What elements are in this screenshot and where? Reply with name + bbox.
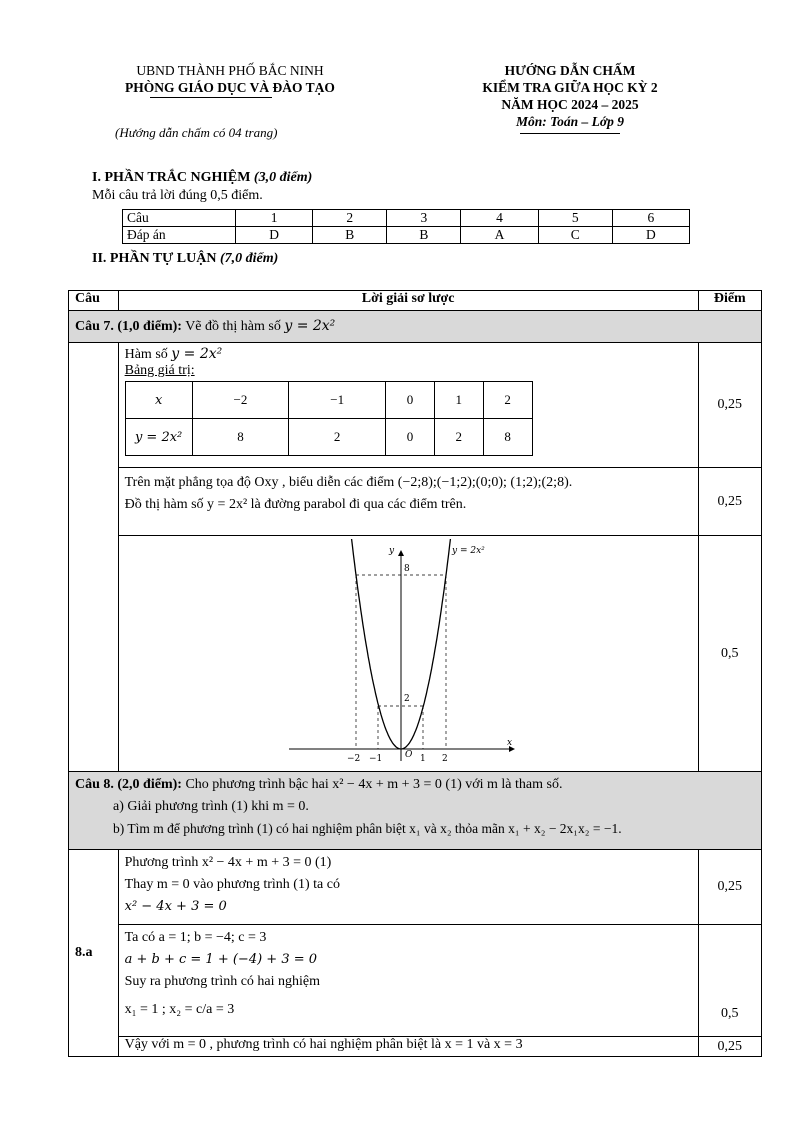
header-left-line1: UBND THÀNH PHỐ BẮC NINH — [136, 63, 324, 78]
q7-para2-line2: Đồ thị hàm số y = 2x² là đường parabol đi qua các điểm trên. — [124, 497, 467, 512]
q8a-block3: Vậy với m = 0 , phương trình có hai nghiệm phân biệt là x = 1 và x = 3 — [118, 1037, 698, 1057]
header-right-underline — [520, 133, 620, 134]
y-tick-8: 8 — [403, 563, 410, 574]
part2-points: (7,0 điểm) — [219, 251, 279, 266]
vt-y4: 2 — [434, 419, 483, 456]
part1-points: (3,0 điểm) — [253, 170, 313, 185]
solution-table — [68, 290, 762, 1057]
vt-y5: 8 — [483, 419, 532, 456]
q7-row1 — [69, 343, 762, 468]
q8a-block1-l1: Phương trình x² − 4x + m + 3 = 0 (1) — [124, 855, 332, 870]
mc-answer-table — [122, 209, 690, 244]
x-axis-label: x — [506, 737, 512, 748]
vt-x5: 2 — [483, 382, 532, 419]
header-right-line2: KIỂM TRA GIỮA HỌC KỲ 2 — [482, 80, 658, 95]
q8a-row1 — [69, 850, 762, 925]
vt-y-label: y = 2x² — [125, 419, 192, 456]
x-tick-m1: −1 — [368, 753, 382, 764]
q7-head-bold: Câu 7. (1,0 điểm): — [75, 319, 182, 334]
q7-para2 — [118, 468, 698, 536]
part1-title — [92, 170, 312, 186]
q7-score3: 0,5 — [698, 536, 761, 772]
q8-head-row — [69, 772, 762, 850]
q7-score2: 0,25 — [698, 468, 761, 536]
q8-part-a: a) Giải phương trình (1) khi m = 0. — [113, 799, 309, 814]
mc-q2: 2 — [313, 210, 387, 227]
part1-title-text: I. PHẦN TRẮC NGHIỆM — [92, 170, 251, 185]
q8a-label: 8.a — [69, 850, 119, 1057]
q8-head-text: Cho phương trình bậc hai x² − 4x + m + 3 = 0 (1) với m là tham số. — [185, 777, 563, 792]
vt-x-label: x — [125, 382, 192, 419]
part2-title — [92, 251, 278, 267]
mc-q6: 6 — [612, 210, 689, 227]
curve-label: y = 2x² — [451, 545, 485, 556]
q8a-score3: 0,25 — [698, 1037, 761, 1057]
vt-y3: 0 — [386, 419, 435, 456]
q8a-block2-l3: Suy ra phương trình có hai nghiệm — [124, 974, 321, 989]
q7-score1: 0,25 — [698, 343, 761, 468]
solution-header-row — [69, 291, 762, 311]
parabol-graph — [119, 539, 697, 769]
mc-q1: 1 — [236, 210, 313, 227]
q8a-score2: 0,5 — [698, 925, 761, 1037]
q8-head — [69, 772, 762, 850]
q7-row2 — [69, 468, 762, 536]
x-tick-m2: −2 — [346, 753, 360, 764]
part2-title-text: II. PHẦN TỰ LUẬN — [92, 251, 217, 266]
mc-label-dapan: Đáp án — [123, 227, 236, 244]
y-axis-label: y — [388, 545, 394, 556]
mc-q3: 3 — [387, 210, 461, 227]
q7-graph-cell — [118, 536, 698, 772]
q7-head-formula: y = 2x² — [284, 318, 336, 334]
q8a-row3 — [69, 1037, 762, 1057]
col-cau: Câu — [69, 291, 119, 311]
mc-row-answers — [123, 227, 690, 244]
q7-row3 — [69, 536, 762, 772]
q7-table-cell — [118, 343, 698, 468]
mc-label-cau: Câu — [123, 210, 236, 227]
mc-row-questions — [123, 210, 690, 227]
origin-label: O — [404, 749, 412, 760]
q7-line1 — [125, 346, 692, 363]
vt-y1: 8 — [192, 419, 289, 456]
mc-q4: 4 — [461, 210, 538, 227]
q8a-block2-l2: a + b + c = 1 + (−4) + 3 = 0 — [124, 952, 318, 967]
q8a-block1-l3: x² − 4x + 3 = 0 — [124, 899, 227, 914]
mc-q5: 5 — [538, 210, 612, 227]
mc-a4: A — [461, 227, 538, 244]
mc-a6: D — [612, 227, 689, 244]
q7-para2-line1: Trên mặt phẳng tọa độ Oxy , biểu diễn các điểm (−2;8);(−1;2);(0;0); (1;2);(2;8). — [124, 475, 573, 490]
q8-head-bold: Câu 8. (2,0 điểm): — [75, 777, 182, 792]
q7-head-text: Vẽ đồ thị hàm số — [185, 319, 281, 334]
q7-value-row-y — [125, 419, 532, 456]
col-loigiai: Lời giải sơ lược — [118, 291, 698, 311]
q7-line2: Bảng giá trị: — [124, 363, 195, 378]
q7-head-row — [69, 311, 762, 343]
header-left-line2: PHÒNG GIÁO DỤC VÀ ĐÀO TẠO — [125, 80, 335, 95]
q8a-row2 — [69, 925, 762, 1037]
q7-line1-formula: y = 2x² — [171, 346, 223, 362]
vt-x2: −1 — [289, 382, 386, 419]
mc-a5: C — [538, 227, 612, 244]
header-left-underline — [150, 97, 272, 98]
y-tick-2: 2 — [403, 693, 410, 704]
mc-a3: B — [387, 227, 461, 244]
header-right-line1: HƯỚNG DẪN CHẤM — [504, 63, 636, 78]
q8a-block2 — [118, 925, 698, 1037]
vt-x1: −2 — [192, 382, 289, 419]
header-right — [440, 62, 700, 130]
q8-head-line — [75, 774, 755, 796]
q8a-block2-l1: Ta có a = 1; b = −4; c = 3 — [124, 930, 267, 945]
q7-value-table — [125, 381, 533, 456]
mc-a2: B — [313, 227, 387, 244]
header-left — [70, 62, 390, 96]
vt-x4: 1 — [434, 382, 483, 419]
vt-y2: 2 — [289, 419, 386, 456]
q7-value-row-x — [125, 382, 532, 419]
q7-line1-text: Hàm số — [124, 347, 168, 362]
header-left-note: (Hướng dẫn chấm có 04 trang) — [115, 125, 278, 140]
q8a-score1: 0,25 — [698, 850, 761, 925]
mc-a1: D — [236, 227, 313, 244]
q8a-block2-l4: x₁ = 1 ; x₂ = c/a = 3 — [124, 1002, 235, 1017]
q7-label-cell — [69, 343, 119, 772]
col-diem: Điểm — [698, 291, 761, 311]
header-right-line4: Môn: Toán – Lớp 9 — [515, 114, 624, 129]
q7-head — [69, 311, 762, 343]
q8a-block1 — [118, 850, 698, 925]
part1-note: Mỗi câu trả lời đúng 0,5 điểm. — [92, 188, 263, 203]
vt-x3: 0 — [386, 382, 435, 419]
x-tick-1: 1 — [419, 753, 426, 764]
header-right-line3: NĂM HỌC 2024 – 2025 — [501, 97, 639, 112]
x-tick-2: 2 — [441, 753, 448, 764]
q8a-block1-l2: Thay m = 0 vào phương trình (1) ta có — [124, 877, 340, 892]
q8-part-b: b) Tìm m để phương trình (1) có hai nghiệm phân biệt x₁ và x₂ thỏa mãn x₁ + x₂ − 2x₁x₂ = −1. — [113, 821, 622, 836]
